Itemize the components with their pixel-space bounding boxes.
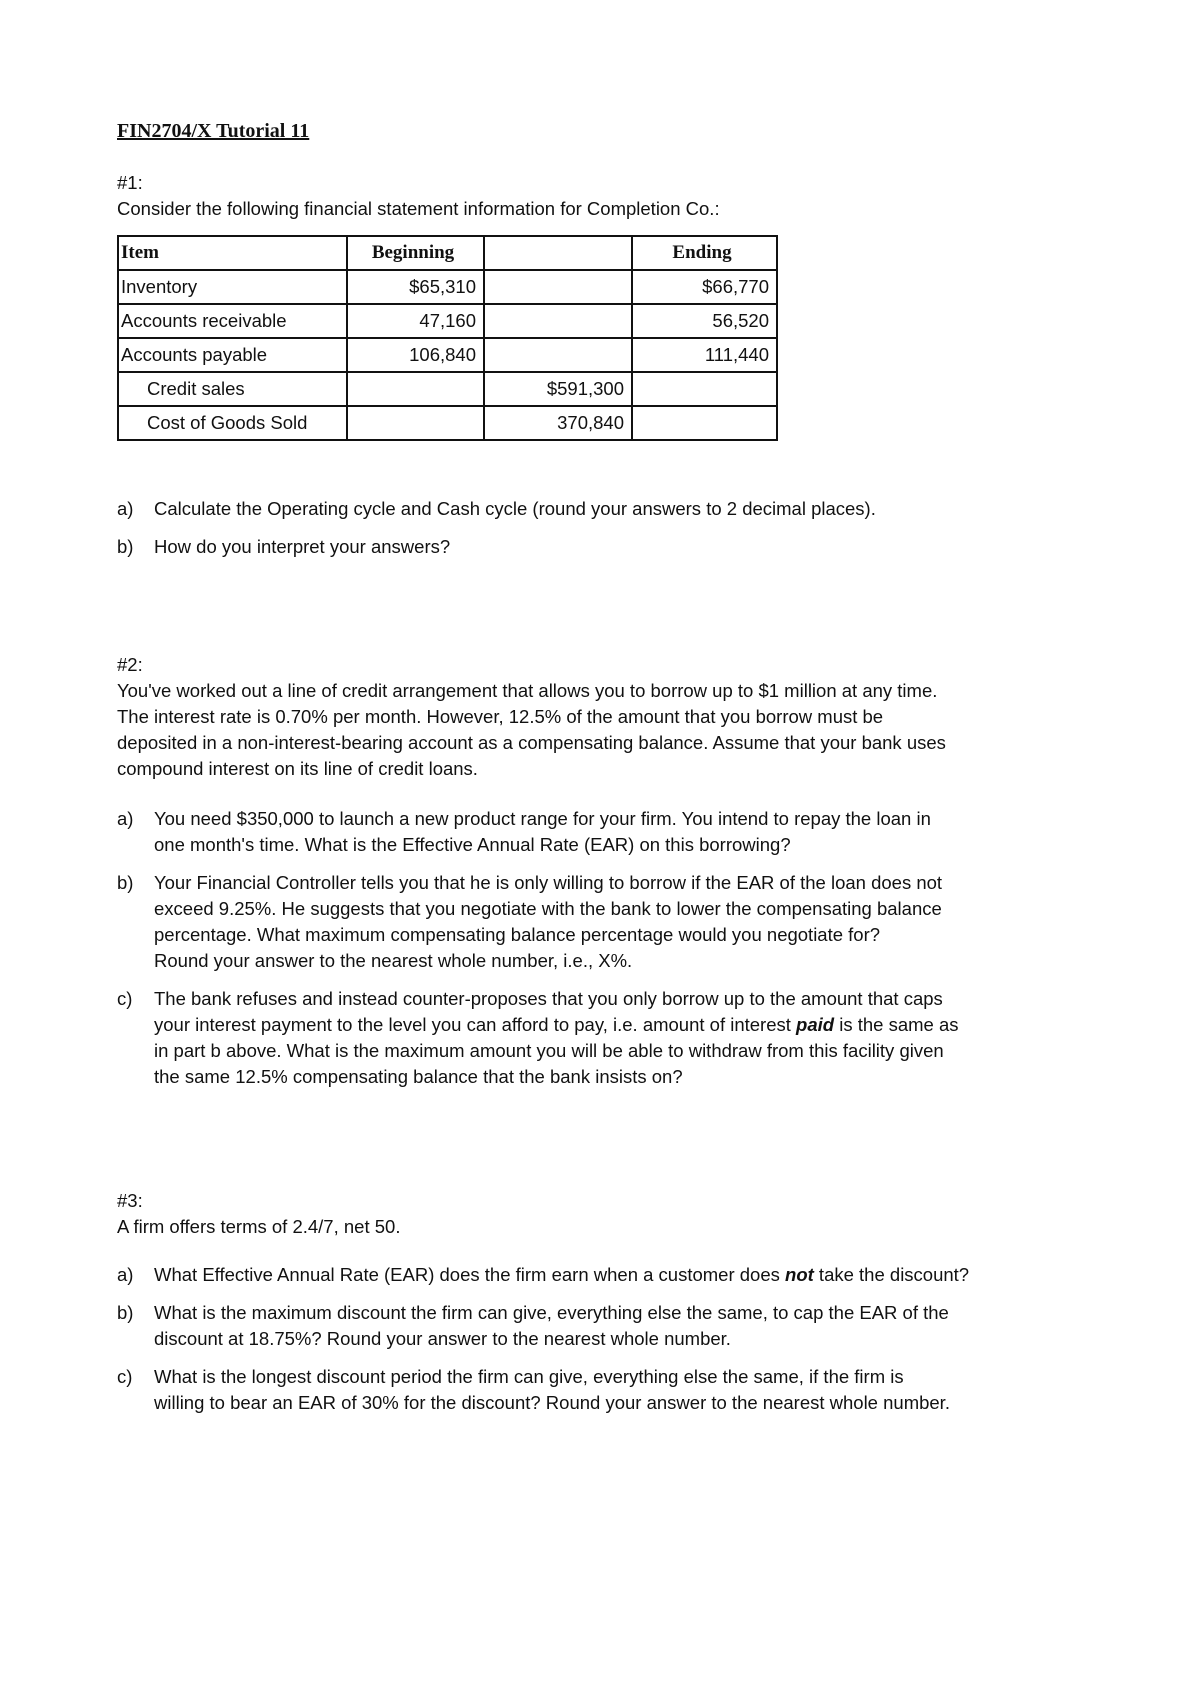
part-line: What is the maximum discount the firm can give, everything else the same, to cap the EAR of the [154,1302,949,1323]
q3-heading: #3: [117,1190,143,1211]
part-label: a) [117,808,134,829]
part-line: What is the longest discount period the firm can give, everything else the same, if the firm is [154,1366,904,1387]
part-line: in part b above. What is the maximum amount you will be able to withdraw from this facility given [154,1040,944,1061]
q1-parts [117,496,1134,572]
part-line: percentage. What maximum compensating balance percentage would you negotiate for? [154,924,881,945]
row-ending: $66,770 [632,270,777,304]
q2-part-b [117,870,1134,974]
part-label: b) [117,536,134,557]
part-line [154,1012,1134,1038]
part-line: Round your answer to the nearest whole number, i.e., X%. [154,950,633,971]
row-mid: $591,300 [484,372,632,406]
row-beginning: $65,310 [347,270,484,304]
q2-intro-line: The interest rate is 0.70% per month. However, 12.5% of the amount that you borrow must be [117,706,884,727]
part-line-post: is the same as [834,1014,959,1035]
part-label: b) [117,1302,134,1323]
part-text: Calculate the Operating cycle and Cash cycle (round your answers to 2 decimal places). [154,498,876,519]
part-line: exceed 9.25%. He suggests that you negotiate with the bank to lower the compensating balance [154,898,942,919]
part-label: c) [117,1366,133,1387]
row-item: Accounts receivable [118,304,347,338]
q2-intro-line: compound interest on its line of credit loans. [117,758,478,779]
part-text-pre: What Effective Annual Rate (EAR) does the firm earn when a customer does [154,1264,786,1285]
q3-part-b [117,1300,1134,1352]
row-item: Cost of Goods Sold [118,406,347,440]
row-beginning [347,372,484,406]
q3-parts [117,1262,1134,1428]
q2-heading: #2: [117,654,143,675]
q1-intro: Consider the following financial statement information for Completion Co.: [117,198,720,219]
row-ending [632,406,777,440]
financial-statement-table [117,235,778,441]
q2-parts [117,806,1134,1102]
part-line: willing to bear an EAR of 30% for the discount? Round your answer to the nearest whole number. [154,1392,950,1413]
row-ending: 111,440 [632,338,777,372]
part-line-pre: your interest payment to the level you can afford to pay, i.e. amount of interest [154,1014,797,1035]
row-mid [484,304,632,338]
q2-intro-line: You've worked out a line of credit arrangement that allows you to borrow up to $1 million at any time. [117,680,938,701]
part-line: The bank refuses and instead counter-proposes that you only borrow up to the amount that caps [154,988,943,1009]
part-line: discount at 18.75%? Round your answer to the nearest whole number. [154,1328,731,1349]
header-blank [484,236,632,270]
part-line: the same 12.5% compensating balance that the bank insists on? [154,1066,683,1087]
q2-part-c [117,986,1134,1090]
part-label: a) [117,1264,134,1285]
row-mid [484,270,632,304]
header-ending: Ending [632,236,777,270]
q2-intro-line: deposited in a non-interest-bearing account as a compensating balance. Assume that your bank uses [117,732,946,753]
document-title: FIN2704/X Tutorial 11 [117,120,310,142]
emphasis-paid: paid [796,1014,835,1035]
table-row [118,304,777,338]
q1-heading: #1: [117,172,143,193]
row-ending: 56,520 [632,304,777,338]
row-item: Credit sales [118,372,347,406]
table-header-row [118,236,777,270]
part-text: How do you interpret your answers? [154,536,451,557]
row-ending [632,372,777,406]
header-beginning: Beginning [347,236,484,270]
row-item: Accounts payable [118,338,347,372]
q3-part-a [117,1262,1134,1288]
part-line: Your Financial Controller tells you that he is only willing to borrow if the EAR of the loan does not [154,872,943,893]
part-line: one month's time. What is the Effective Annual Rate (EAR) on this borrowing? [154,834,791,855]
table-row [118,406,777,440]
part-label: a) [117,498,134,519]
part-label: c) [117,988,133,1009]
part-line: You need $350,000 to launch a new product range for your firm. You intend to repay the loan in [154,808,931,829]
row-mid: 370,840 [484,406,632,440]
part-label: b) [117,872,134,893]
part-text-post: take the discount? [813,1264,970,1285]
row-beginning: 106,840 [347,338,484,372]
header-item: Item [118,236,347,270]
row-item: Inventory [118,270,347,304]
table-row [118,270,777,304]
q1-part-a [117,496,1134,522]
row-beginning [347,406,484,440]
table-row [118,372,777,406]
q1-part-b [117,534,1134,560]
row-mid [484,338,632,372]
q3-intro: A firm offers terms of 2.4/7, net 50. [117,1216,401,1237]
table-row [118,338,777,372]
q2-part-a [117,806,1134,858]
row-beginning: 47,160 [347,304,484,338]
q3-part-c [117,1364,1134,1416]
emphasis-not: not [785,1264,814,1285]
